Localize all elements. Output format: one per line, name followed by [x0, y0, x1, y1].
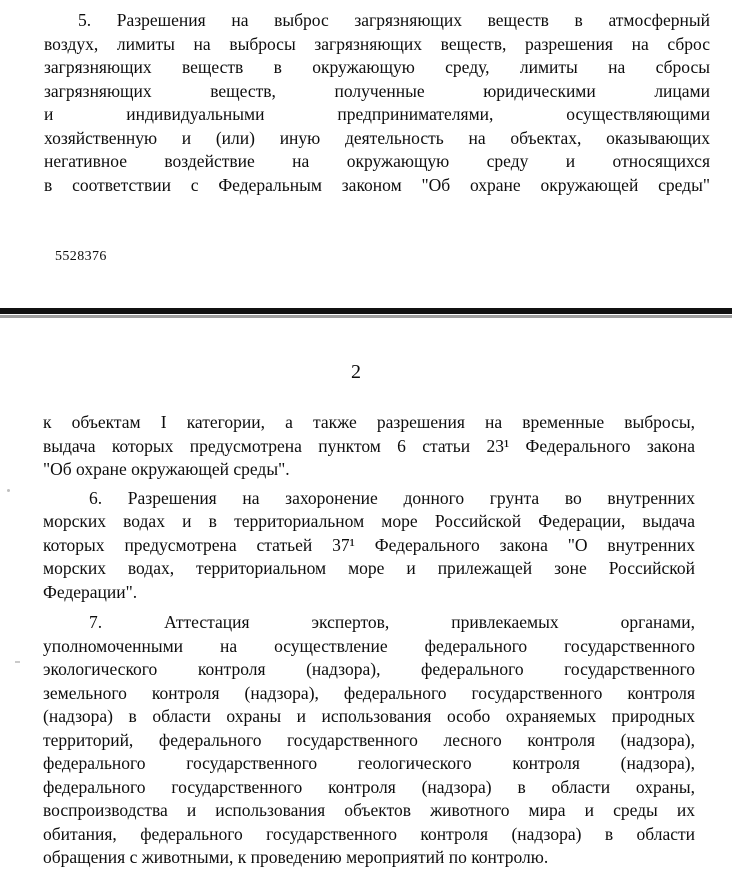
text-line: и индивидуальными предпринимателями, осуществляющими — [44, 104, 710, 124]
page2-text-block — [43, 411, 695, 870]
page2-paragraph-6 — [43, 487, 695, 605]
text-line: морских водах и в территориальном море Российской Федерации, выдача — [43, 511, 695, 531]
text-line: уполномоченными на осуществление федерального государственного — [43, 635, 695, 656]
text-line: земельного контроля (надзора), федерального государственного контроля — [43, 682, 695, 703]
text-line: хозяйственную и (или) иную деятельность на объектах, оказывающих — [44, 127, 710, 148]
page-number: 2 — [351, 361, 361, 383]
text-line: обитания, федерального государственного контроля (надзора) в области — [43, 823, 695, 844]
text-line: федерального государственного контроля (надзора) в области охраны, — [43, 776, 695, 797]
text-line: которых предусмотрена статьей 37¹ Федерального закона "О внутренних — [43, 534, 695, 555]
text-line: (надзора) в области охраны и использования особо охраняемых природных — [43, 706, 695, 726]
separator-gray-rule — [0, 315, 732, 318]
text-line: воспроизводства и использования объектов животного мира и среды их — [43, 800, 695, 820]
text-line: экологического контроля (надзора), федерального государственного — [43, 659, 695, 679]
text-line: негативное воздействие на окружающую среду и относящихся — [44, 151, 710, 171]
text-line: федерального государственного геологического контроля (надзора), — [43, 753, 695, 773]
text-line: 6. Разрешения на захоронение донного грунта во внутренних — [89, 487, 695, 508]
text-line: загрязняющих веществ в окружающую среду, лимиты на сбросы — [44, 57, 710, 77]
text-line: к объектам I категории, а также разрешения на временные выбросы, — [43, 412, 695, 432]
text-line: морских водах, территориальном море и прилежащей зоне Российской — [43, 558, 695, 578]
text-line: воздух, лимиты на выбросы загрязняющих веществ, разрешения на сброс — [44, 33, 710, 54]
page1-paragraph-5 — [44, 9, 710, 197]
text-line: Федерации". — [43, 581, 138, 602]
text-line: в соответствии с Федеральным законом "Об охране окружающей среды" — [44, 174, 710, 195]
text-line: 5. Разрешения на выброс загрязняющих веществ в атмосферный — [78, 10, 710, 30]
scan-artifact-speck — [7, 489, 10, 492]
text-line: территорий, федерального государственного лесного контроля (надзора), — [43, 729, 695, 750]
text-line: 7. Аттестация экспертов, привлекаемых органами, — [89, 612, 695, 632]
page2-paragraph-7 — [43, 611, 695, 870]
text-line: выдача которых предусмотрена пунктом 6 статьи 23¹ Федерального закона — [43, 435, 695, 456]
text-line: "Об охране окружающей среды". — [43, 459, 290, 479]
text-line: обращения с животными, к проведению мероприятий по контролю. — [43, 847, 549, 867]
document-registration-number: 5528376 — [55, 249, 107, 264]
page-separator — [0, 308, 732, 318]
scan-artifact-speck — [15, 661, 20, 663]
page2-paragraph-continuation — [43, 411, 695, 482]
text-line: загрязняющих веществ, полученные юридическими лицами — [44, 80, 710, 101]
